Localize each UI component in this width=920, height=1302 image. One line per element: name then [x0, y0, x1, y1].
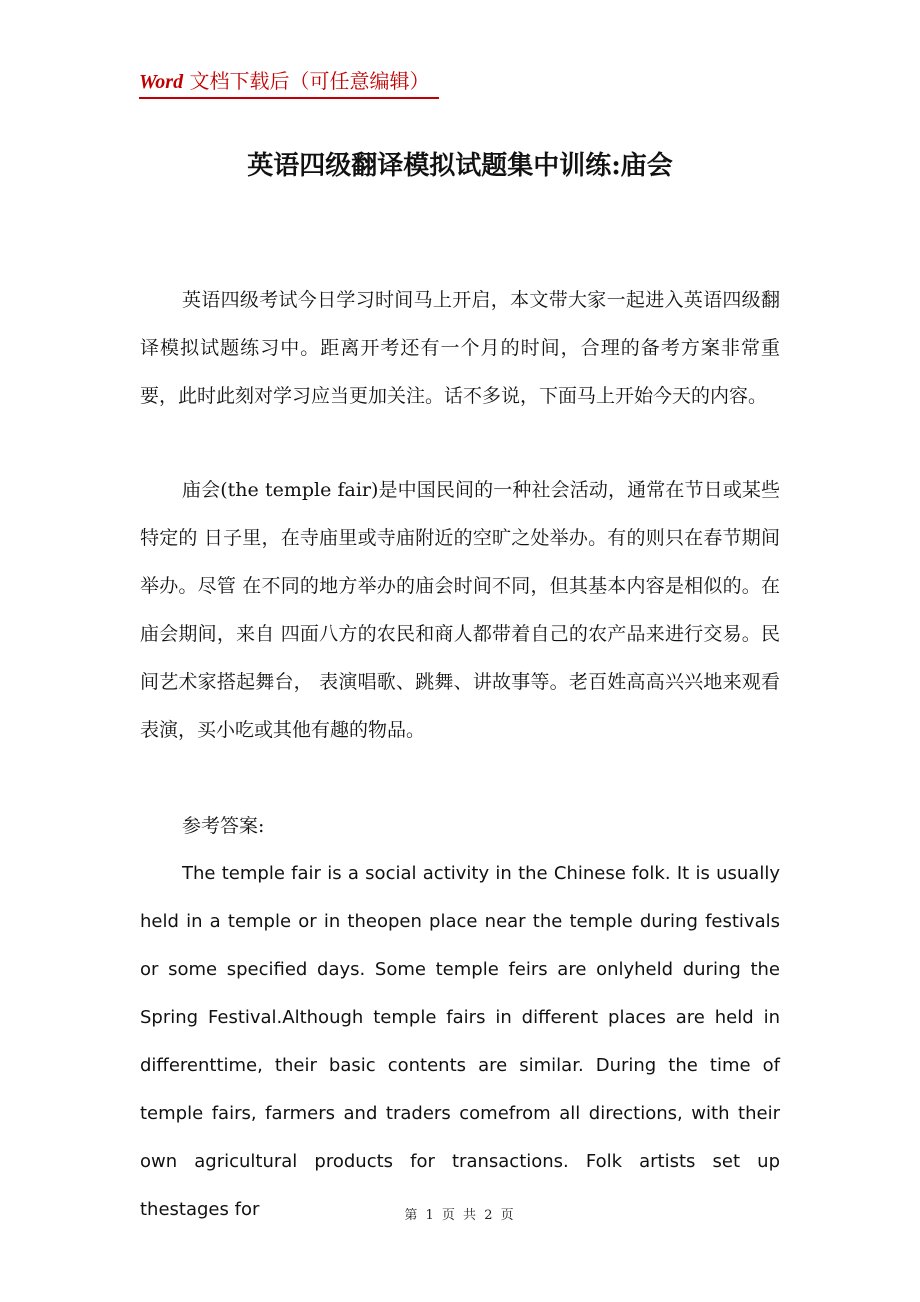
header-word-text: Word [139, 71, 184, 93]
intro-paragraph: 英语四级考试今日学习时间马上开启，本文带大家一起进入英语四级翻译模拟试题练习中。距离开考还有一个月的时间，合理的备考方案非常重要，此时此刻对学习应当更加关注。话不多说，下面马上开始今天的内容。 [140, 289, 780, 407]
english-answer-paragraph: The temple fair is a social activity in the Chinese folk. It is usually held in a temple or in theopen place near the temple during festivals or some specified days. Some temple feirs are onlyheld during the Spring Festival.Although temple fairs in different places are held in differenttime, their basic contents are similar. During the time of temple fairs, farmers and traders comefrom all directions, with their own agricultural products for transactions. Folk artists set up thestages for [140, 863, 780, 1220]
header-suffix-text: 文档下载后（可任意编辑） [183, 69, 430, 93]
answer-label: 参考答案: [182, 815, 265, 837]
page-title: 英语四级翻译模拟试题集中训练:庙会 [247, 151, 673, 181]
download-header-link[interactable] [139, 66, 439, 99]
page-footer: 第 1 页 共 2 页 [404, 1208, 516, 1223]
chinese-passage-paragraph: 庙会(the temple fair)是中国民间的一种社会活动，通常在节日或某些特定的 日子里，在寺庙里或寺庙附近的空旷之处举办。有的则只在春节期间举办。尽管 在不同的地方举办的庙会时间不同，但其基本内容是相似的。在庙会期间，来自 四面八方的农民和商人都带着自己的农产品来进行交易。民间艺术家搭起舞台， 表演唱歌、跳舞、讲故事等。老百姓高高兴兴地来观看表演，买小吃或其他有趣的物品。 [140, 479, 780, 741]
